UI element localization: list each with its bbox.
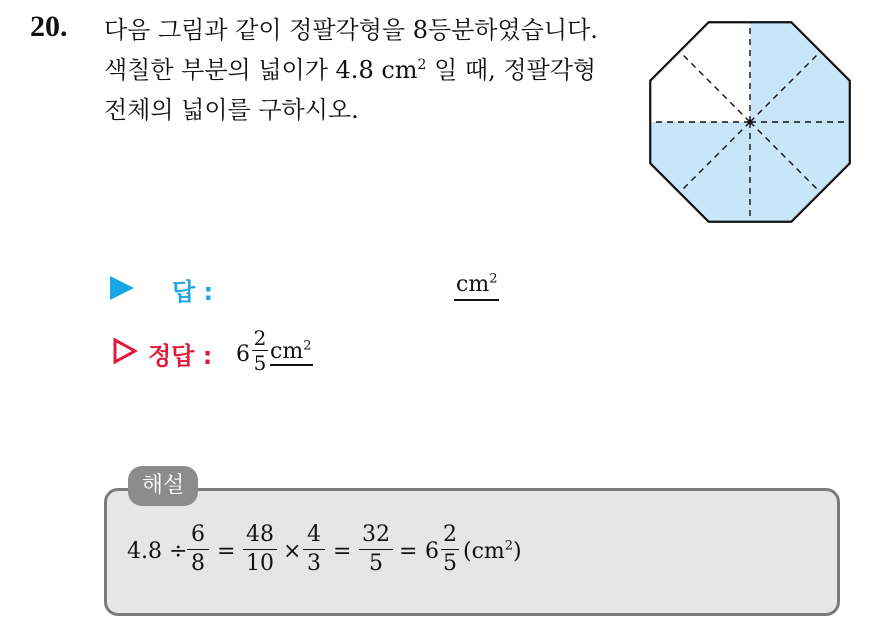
question-number: 20. <box>30 10 68 43</box>
question-line-1: 다음 그림과 같이 정팔각형을 8등분하였습니다. <box>104 16 598 44</box>
correct-unit-text: cm <box>270 339 304 364</box>
question-text <box>104 10 634 130</box>
correct-answer-label: 정답 : <box>148 342 213 370</box>
solution-unit-exponent: 2 <box>504 538 514 554</box>
solution-fraction-5 <box>441 521 459 578</box>
solution-term-1: 4.8 ÷ <box>127 539 188 564</box>
fraction-3-denominator: 3 <box>303 549 325 578</box>
answer-label: 답 : <box>172 278 214 306</box>
solution-fraction-3 <box>303 521 325 578</box>
question-line-2-tail: 일 때, 정팔각형 <box>426 56 597 84</box>
fraction-2-denominator: 10 <box>243 549 277 578</box>
solution-fraction-4 <box>359 521 393 578</box>
question-line-2-text: 색칠한 부분의 넓이가 4.8 cm <box>104 56 418 84</box>
solution-equals-1: = <box>217 539 236 564</box>
question-line-2 <box>104 50 634 90</box>
fraction-4-numerator: 32 <box>362 522 390 547</box>
fraction-4-denominator: 5 <box>359 549 393 578</box>
solution-equals-2: = <box>333 539 352 564</box>
fraction-5-numerator: 2 <box>443 522 457 547</box>
fraction-2-numerator: 48 <box>246 522 274 547</box>
octagon-center-dot <box>748 120 753 125</box>
answer-unit-exponent: 2 <box>489 271 498 287</box>
answer-blank[interactable] <box>454 272 499 301</box>
play-triangle-icon <box>110 276 134 300</box>
correct-unit <box>270 340 313 366</box>
solution-unit-close: ) <box>513 539 522 564</box>
correct-whole: 6 <box>236 342 250 367</box>
solution-fraction-2 <box>243 521 277 578</box>
solution-equals-3: = <box>399 539 418 564</box>
question-line-3: 전체의 넓이를 구하시오. <box>104 96 359 124</box>
correct-fraction <box>252 326 268 375</box>
question-unit-exponent: 2 <box>417 57 427 73</box>
answer-unit: cm <box>456 272 490 297</box>
correct-unit-exponent: 2 <box>303 338 312 354</box>
solution-tab: 해설 <box>128 466 198 506</box>
octagon-figure <box>640 16 860 228</box>
solution-unit <box>463 539 522 564</box>
fraction-1-numerator: 6 <box>191 522 205 547</box>
fraction-5-denominator: 5 <box>443 551 457 576</box>
fraction-1-denominator: 8 <box>187 549 209 578</box>
solution-box <box>104 488 840 616</box>
correct-denominator: 5 <box>253 351 267 375</box>
outline-triangle-icon <box>112 338 138 364</box>
solution-fraction-1 <box>187 521 209 578</box>
solution-whole: 6 <box>425 539 439 564</box>
solution-unit-open: (cm <box>463 539 505 564</box>
correct-numerator: 2 <box>253 326 267 350</box>
solution-times: × <box>283 539 302 564</box>
fraction-3-numerator: 4 <box>307 522 321 547</box>
